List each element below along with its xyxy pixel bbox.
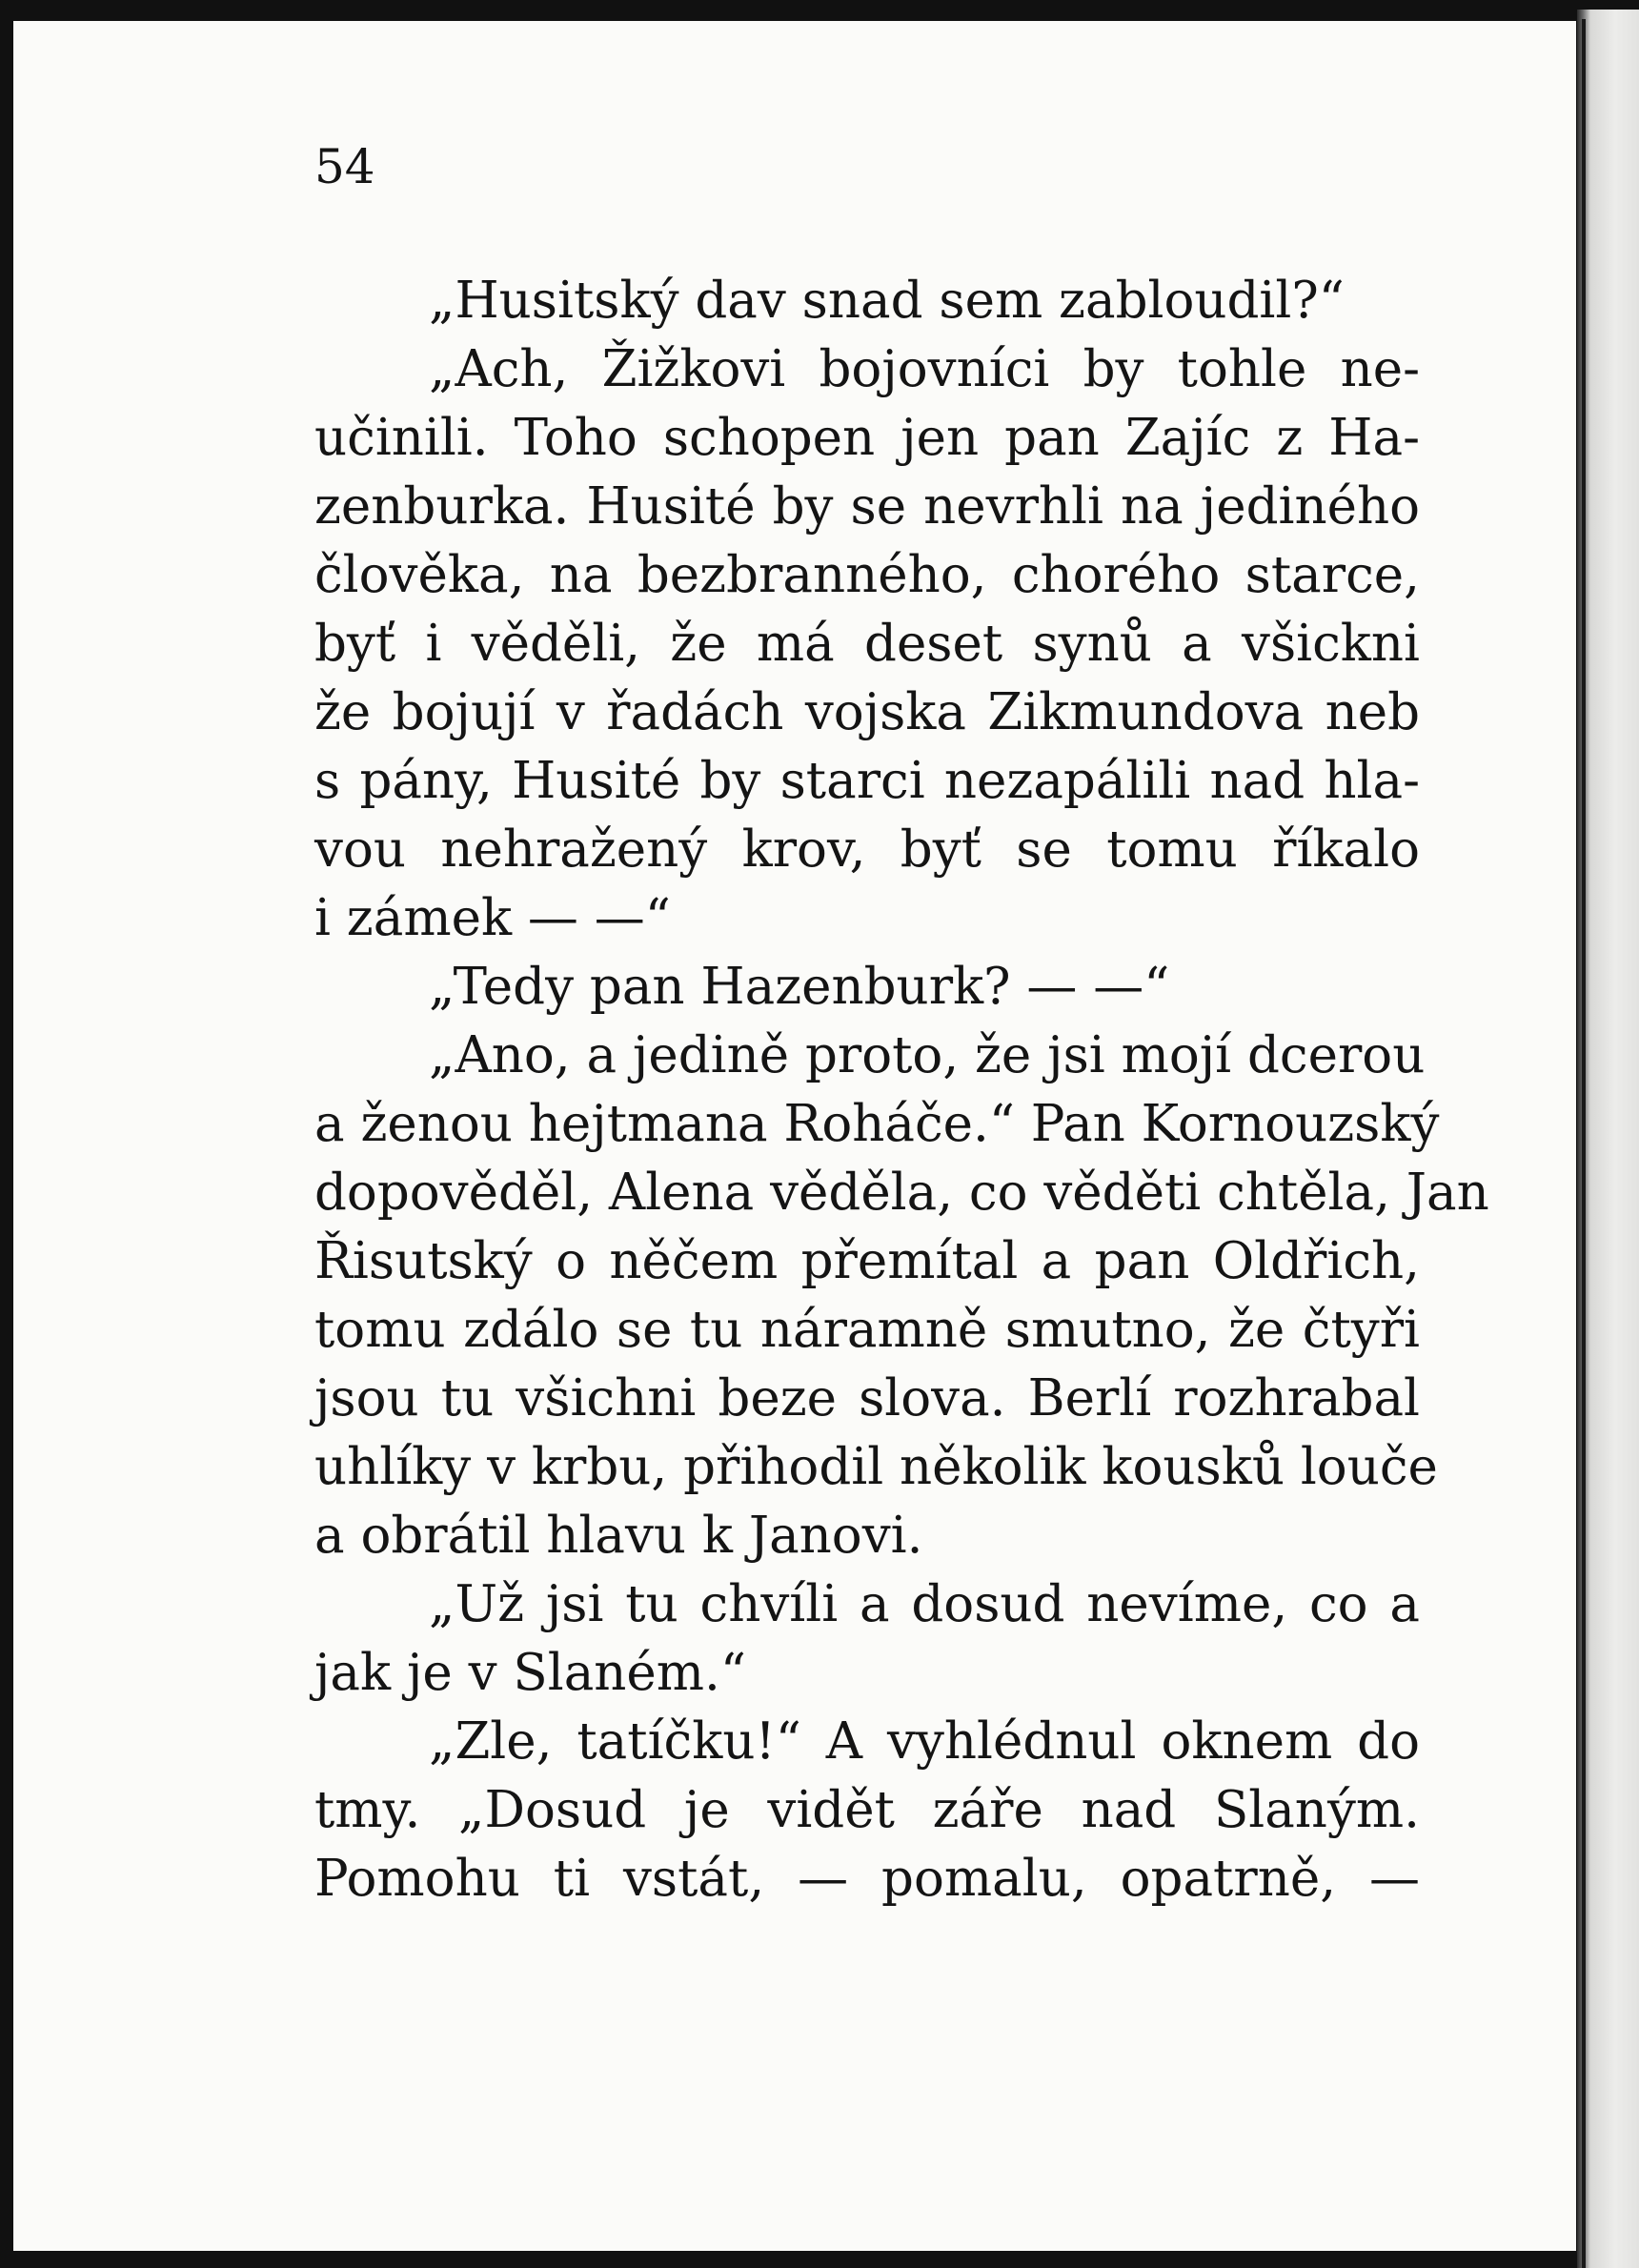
text-line: tmy. „Dosud je vidět záře nad Slaným. xyxy=(314,1781,1420,1839)
text-line: „Tedy pan Hazenburk? — —“ xyxy=(429,958,1170,1016)
text-line: že bojují v řadách vojska Zikmundova neb xyxy=(314,683,1420,741)
text-line: „Už jsi tu chvíli a dosud nevíme, co a xyxy=(429,1575,1420,1633)
text-line: tomu zdálo se tu náramně smutno, že čtyři xyxy=(314,1301,1420,1359)
text-line: jsou tu všichni beze slova. Berlí rozhrabal xyxy=(314,1369,1420,1428)
paper-sheet xyxy=(13,21,1576,2251)
page-edge-shadow xyxy=(1577,10,1639,2268)
page-number: 54 xyxy=(314,139,375,194)
text-line: učinili. Toho schopen jen pan Zajíc z Ha- xyxy=(314,409,1420,467)
text-line: „Ano, a jedině proto, že jsi mojí dcerou xyxy=(429,1026,1426,1084)
text-line: uhlíky v krbu, přihodil několik kousků louče xyxy=(314,1438,1438,1496)
text-line: a ženou hejtmana Roháče.“ Pan Kornouzský xyxy=(314,1095,1440,1153)
text-line: s pány, Husité by starci nezapálili nad hla- xyxy=(314,752,1420,810)
text-line: „Ach, Žižkovi bojovníci by tohle ne- xyxy=(429,340,1420,398)
text-line: Řisutský o něčem přemítal a pan Oldřich, xyxy=(314,1232,1420,1290)
text-line: jak je v Slaném.“ xyxy=(314,1644,746,1702)
body-text xyxy=(314,267,1489,1914)
page-edge-line xyxy=(1582,19,1586,2268)
text-line: i zámek — —“ xyxy=(314,889,671,947)
text-line: dopověděl, Alena věděla, co věděti chtěla, Jan xyxy=(314,1164,1489,1222)
text-line: člověka, na bezbranného, chorého starce, xyxy=(314,546,1420,604)
text-line: a obrátil hlavu k Janovi. xyxy=(314,1507,923,1565)
text-line: vou nehražený krov, byť se tomu říkalo xyxy=(314,820,1420,879)
text-line: byť i věděli, že má deset synů a všickni xyxy=(314,615,1420,673)
text-line: zenburka. Husité by se nevrhli na jediného xyxy=(314,477,1420,536)
text-line: Pomohu ti vstát, — pomalu, opatrně, — xyxy=(314,1850,1420,1908)
text-line: „Zle, tatíčku!“ A vyhlédnul oknem do xyxy=(429,1712,1420,1771)
text-line: „Husitský dav snad sem zabloudil?“ xyxy=(429,272,1345,330)
